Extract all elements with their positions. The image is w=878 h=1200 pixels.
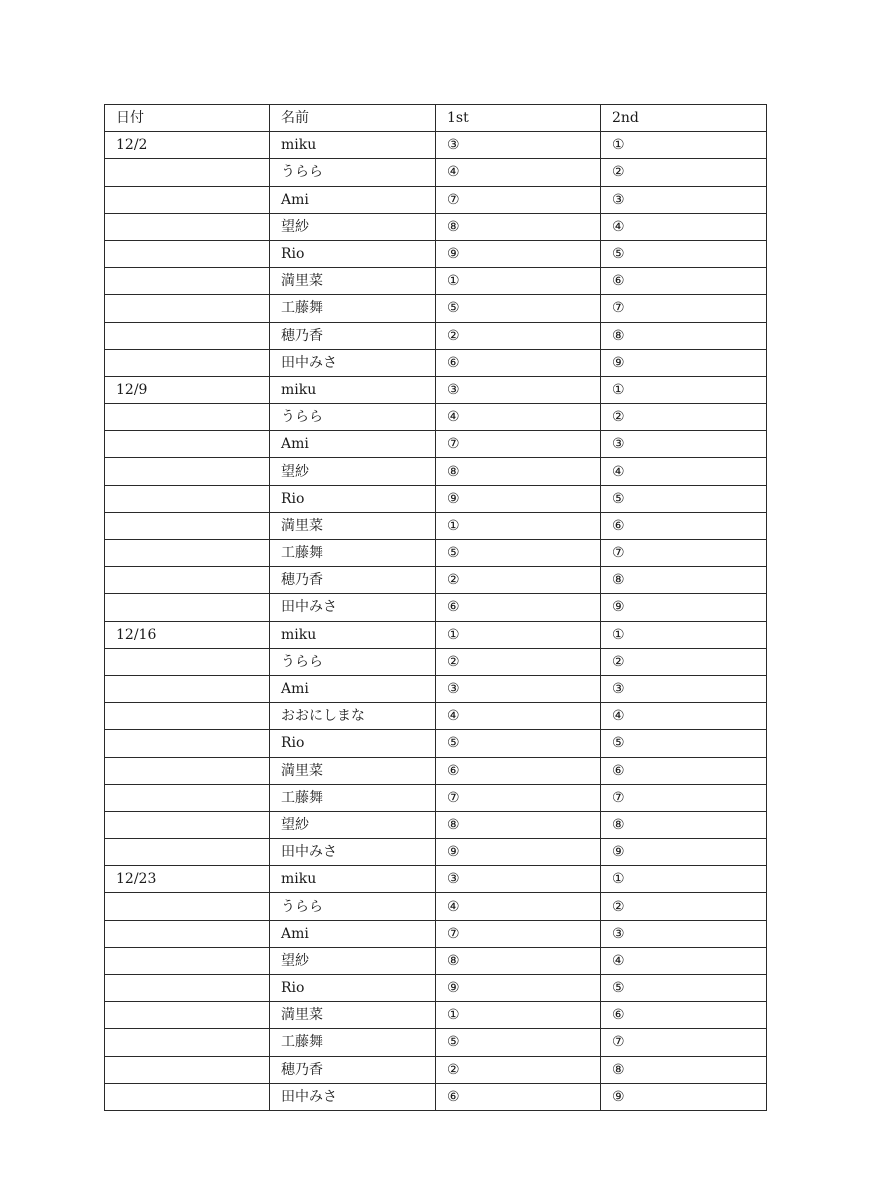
table-row [105, 675, 767, 702]
cell-second: ⑨ [601, 594, 767, 621]
cell-first: ⑦ [436, 784, 601, 811]
cell-date [105, 920, 270, 947]
cell-first: ② [436, 567, 601, 594]
cell-second: ⑥ [601, 757, 767, 784]
table-row [105, 947, 767, 974]
table-row [105, 376, 767, 403]
cell-name: 望紗 [270, 811, 436, 838]
cell-date [105, 1029, 270, 1056]
table-header-row [105, 105, 767, 132]
header-first: 1st [436, 105, 601, 132]
cell-second: ④ [601, 947, 767, 974]
cell-first: ⑧ [436, 213, 601, 240]
table-row [105, 132, 767, 159]
cell-second: ③ [601, 186, 767, 213]
cell-date [105, 947, 270, 974]
cell-date [105, 811, 270, 838]
cell-second: ⑦ [601, 784, 767, 811]
cell-name: 望紗 [270, 213, 436, 240]
cell-name: うらら [270, 648, 436, 675]
cell-date [105, 540, 270, 567]
cell-date [105, 893, 270, 920]
cell-date [105, 784, 270, 811]
cell-first: ④ [436, 703, 601, 730]
table-row [105, 839, 767, 866]
table-row [105, 268, 767, 295]
cell-second: ⑨ [601, 839, 767, 866]
table-row [105, 594, 767, 621]
cell-name: うらら [270, 404, 436, 431]
header-name: 名前 [270, 105, 436, 132]
cell-date [105, 213, 270, 240]
table-row [105, 322, 767, 349]
cell-date [105, 485, 270, 512]
cell-name: 田中みさ [270, 1083, 436, 1110]
cell-name: Ami [270, 186, 436, 213]
cell-name: 望紗 [270, 458, 436, 485]
cell-second: ⑧ [601, 322, 767, 349]
cell-date [105, 1083, 270, 1110]
cell-name: 満里菜 [270, 1002, 436, 1029]
cell-second: ⑧ [601, 567, 767, 594]
cell-date [105, 1056, 270, 1083]
table-row [105, 404, 767, 431]
cell-first: ③ [436, 866, 601, 893]
cell-date [105, 567, 270, 594]
cell-name: miku [270, 376, 436, 403]
table-row [105, 458, 767, 485]
cell-second: ③ [601, 675, 767, 702]
cell-first: ⑨ [436, 975, 601, 1002]
cell-name: miku [270, 132, 436, 159]
table-row [105, 866, 767, 893]
cell-first: ③ [436, 376, 601, 403]
cell-date: 12/9 [105, 376, 270, 403]
cell-name: Rio [270, 975, 436, 1002]
cell-date [105, 240, 270, 267]
cell-second: ④ [601, 703, 767, 730]
cell-date: 12/16 [105, 621, 270, 648]
table-row [105, 485, 767, 512]
cell-name: 満里菜 [270, 757, 436, 784]
cell-second: ③ [601, 920, 767, 947]
cell-first: ① [436, 268, 601, 295]
cell-date [105, 594, 270, 621]
cell-second: ④ [601, 458, 767, 485]
cell-first: ① [436, 621, 601, 648]
cell-name: Rio [270, 485, 436, 512]
cell-first: ② [436, 1056, 601, 1083]
cell-date [105, 675, 270, 702]
cell-second: ⑥ [601, 268, 767, 295]
cell-name: 満里菜 [270, 268, 436, 295]
cell-name: 穂乃香 [270, 322, 436, 349]
cell-first: ⑤ [436, 730, 601, 757]
cell-second: ⑤ [601, 240, 767, 267]
cell-second: ⑦ [601, 540, 767, 567]
cell-second: ② [601, 404, 767, 431]
cell-second: ⑥ [601, 512, 767, 539]
cell-date [105, 431, 270, 458]
header-second: 2nd [601, 105, 767, 132]
cell-first: ① [436, 512, 601, 539]
cell-date [105, 268, 270, 295]
cell-name: miku [270, 866, 436, 893]
cell-date [105, 186, 270, 213]
cell-first: ② [436, 648, 601, 675]
schedule-table [104, 104, 767, 1111]
cell-name: Ami [270, 431, 436, 458]
table-row [105, 295, 767, 322]
table-row [105, 757, 767, 784]
table-row [105, 431, 767, 458]
cell-name: 望紗 [270, 947, 436, 974]
table-row [105, 567, 767, 594]
cell-date [105, 322, 270, 349]
cell-first: ⑥ [436, 349, 601, 376]
cell-first: ⑤ [436, 1029, 601, 1056]
cell-date: 12/2 [105, 132, 270, 159]
cell-name: Ami [270, 920, 436, 947]
table-row [105, 1083, 767, 1110]
table-row [105, 240, 767, 267]
cell-name: 工藤舞 [270, 295, 436, 322]
table-body [105, 132, 767, 1111]
cell-first: ⑨ [436, 240, 601, 267]
cell-first: ③ [436, 132, 601, 159]
cell-second: ⑨ [601, 1083, 767, 1110]
cell-name: 田中みさ [270, 839, 436, 866]
cell-first: ⑦ [436, 186, 601, 213]
table-row [105, 648, 767, 675]
cell-first: ④ [436, 404, 601, 431]
table-row [105, 349, 767, 376]
cell-second: ⑦ [601, 1029, 767, 1056]
cell-date [105, 730, 270, 757]
cell-date [105, 1002, 270, 1029]
cell-second: ① [601, 621, 767, 648]
cell-date [105, 404, 270, 431]
cell-second: ① [601, 376, 767, 403]
table-row [105, 811, 767, 838]
cell-name: 工藤舞 [270, 784, 436, 811]
table-row [105, 1029, 767, 1056]
cell-second: ⑤ [601, 975, 767, 1002]
table-row [105, 920, 767, 947]
cell-name: 工藤舞 [270, 1029, 436, 1056]
cell-first: ⑨ [436, 485, 601, 512]
cell-name: おおにしまな [270, 703, 436, 730]
cell-second: ⑤ [601, 485, 767, 512]
table-row [105, 1002, 767, 1029]
cell-date [105, 512, 270, 539]
cell-name: Rio [270, 730, 436, 757]
cell-second: ② [601, 893, 767, 920]
cell-date [105, 975, 270, 1002]
table-row [105, 893, 767, 920]
cell-second: ⑦ [601, 295, 767, 322]
cell-first: ⑥ [436, 757, 601, 784]
table-row [105, 784, 767, 811]
cell-name: Ami [270, 675, 436, 702]
cell-name: うらら [270, 893, 436, 920]
cell-date [105, 648, 270, 675]
cell-second: ① [601, 132, 767, 159]
cell-second: ⑧ [601, 811, 767, 838]
cell-name: 穂乃香 [270, 1056, 436, 1083]
cell-name: うらら [270, 159, 436, 186]
cell-second: ② [601, 648, 767, 675]
cell-second: ⑤ [601, 730, 767, 757]
cell-date [105, 295, 270, 322]
table-row [105, 730, 767, 757]
cell-second: ③ [601, 431, 767, 458]
header-date: 日付 [105, 105, 270, 132]
cell-second: ④ [601, 213, 767, 240]
cell-name: 田中みさ [270, 594, 436, 621]
cell-first: ④ [436, 159, 601, 186]
cell-date: 12/23 [105, 866, 270, 893]
cell-name: 穂乃香 [270, 567, 436, 594]
cell-first: ③ [436, 675, 601, 702]
cell-name: 満里菜 [270, 512, 436, 539]
table-row [105, 975, 767, 1002]
cell-second: ⑥ [601, 1002, 767, 1029]
cell-first: ② [436, 322, 601, 349]
table-row [105, 159, 767, 186]
cell-date [105, 703, 270, 730]
cell-second: ② [601, 159, 767, 186]
table-row [105, 703, 767, 730]
cell-name: 工藤舞 [270, 540, 436, 567]
cell-second: ⑧ [601, 1056, 767, 1083]
cell-first: ⑧ [436, 947, 601, 974]
table-row [105, 512, 767, 539]
table-row [105, 186, 767, 213]
table-row [105, 621, 767, 648]
cell-date [105, 159, 270, 186]
cell-name: 田中みさ [270, 349, 436, 376]
cell-second: ⑨ [601, 349, 767, 376]
cell-first: ⑨ [436, 839, 601, 866]
table-row [105, 213, 767, 240]
cell-date [105, 349, 270, 376]
cell-name: miku [270, 621, 436, 648]
cell-date [105, 757, 270, 784]
cell-first: ⑤ [436, 295, 601, 322]
cell-date [105, 458, 270, 485]
cell-first: ⑥ [436, 594, 601, 621]
cell-first: ⑦ [436, 431, 601, 458]
cell-first: ⑧ [436, 458, 601, 485]
table-row [105, 1056, 767, 1083]
cell-first: ⑤ [436, 540, 601, 567]
cell-first: ① [436, 1002, 601, 1029]
cell-first: ④ [436, 893, 601, 920]
cell-date [105, 839, 270, 866]
cell-name: Rio [270, 240, 436, 267]
cell-first: ⑦ [436, 920, 601, 947]
cell-first: ⑥ [436, 1083, 601, 1110]
cell-second: ① [601, 866, 767, 893]
table-row [105, 540, 767, 567]
cell-first: ⑧ [436, 811, 601, 838]
